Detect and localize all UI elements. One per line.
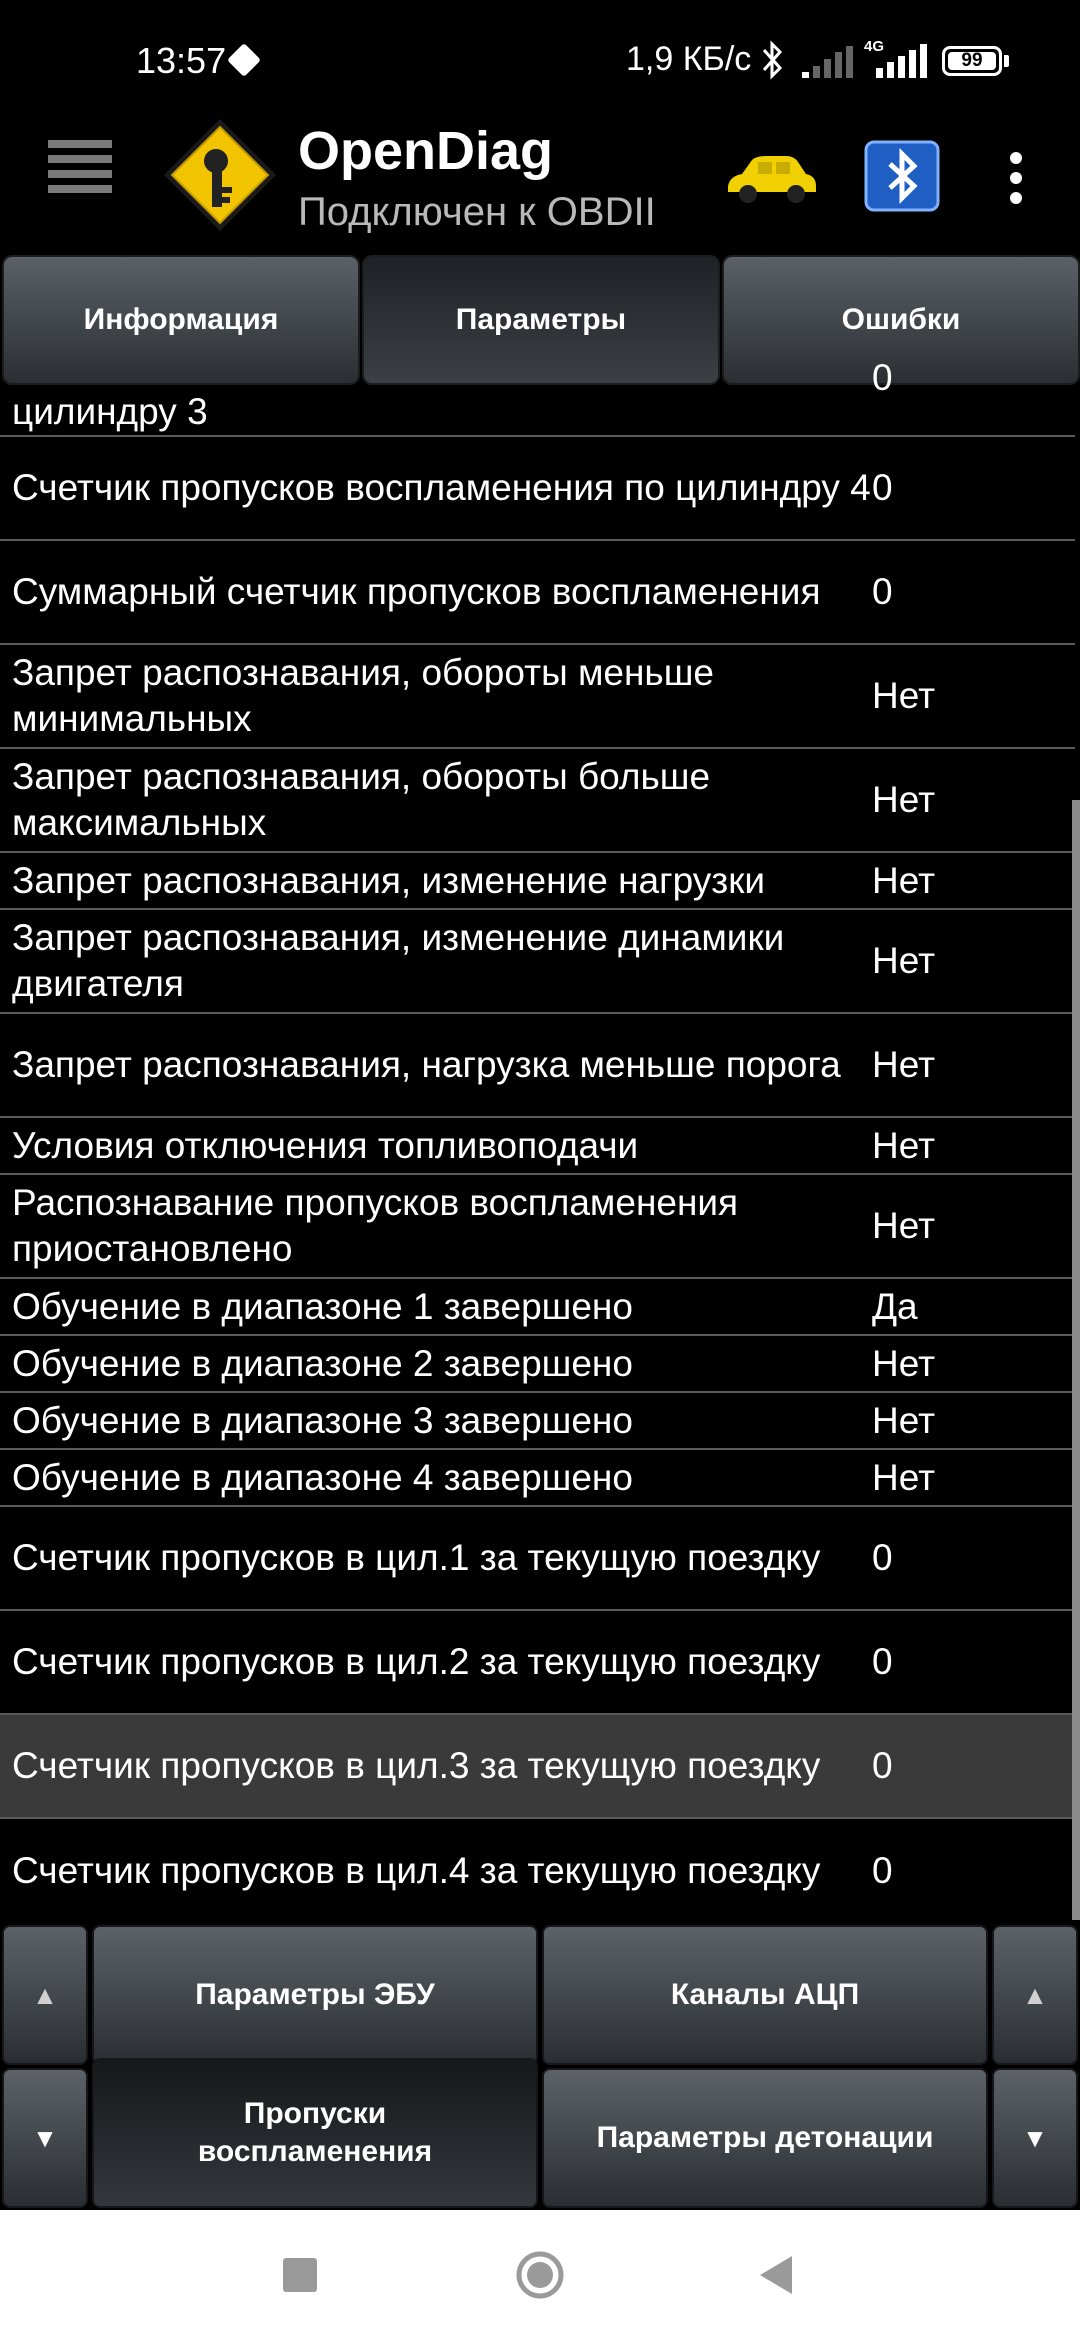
param-name: Запрет распознавания, изменение динамики двигателя [12, 917, 785, 1004]
param-name: Запрет распознавания, нагрузка меньше порога [12, 1044, 841, 1085]
network-type: 4G [864, 38, 885, 55]
up-arrow-icon: ▲ [32, 1980, 58, 2010]
list-item[interactable] [0, 853, 1075, 910]
tab-errors[interactable]: Ошибки [722, 255, 1080, 385]
battery-level: 99 [948, 52, 996, 70]
param-value: Нет [872, 859, 936, 901]
param-name: Обучение в диапазоне 4 завершено [12, 1456, 633, 1498]
list-item[interactable] [0, 1393, 1075, 1450]
param-value: Нет [872, 779, 936, 820]
param-name: Обучение в диапазоне 2 завершено [12, 1342, 633, 1384]
battery-tip [1004, 55, 1009, 67]
scroll-up-right-button[interactable] [992, 1925, 1078, 2065]
param-name: Запрет распознавания, обороты меньше минимальных [12, 652, 714, 739]
param-name: Условия отключения топливоподачи [12, 1124, 639, 1166]
param-value: 0 [872, 571, 893, 612]
overflow-menu-icon[interactable] [1010, 152, 1024, 204]
param-value: Нет [872, 1044, 936, 1085]
param-value: Нет [872, 1342, 936, 1384]
status-time: 13:57 [136, 40, 227, 81]
list-scrollbar[interactable] [1072, 800, 1080, 1920]
param-name: Счетчик пропусков воспламенения по цилиндру 4 [12, 467, 871, 508]
status-bar [0, 0, 1080, 125]
list-item[interactable] [0, 541, 1075, 645]
network-speed: 1,9 КБ/с [626, 40, 752, 78]
param-value: 0 [872, 1537, 893, 1578]
bluetooth-icon [760, 40, 784, 80]
list-item[interactable] [0, 1175, 1075, 1279]
tab-parameters[interactable]: Параметры [362, 255, 720, 385]
param-value: Нет [872, 675, 936, 716]
param-name: Счетчик пропусков в цил.3 за текущую поездку [12, 1745, 821, 1786]
param-name: Счетчик пропусков в цил.4 за текущую поездку [12, 1850, 821, 1891]
ecu-params-button[interactable]: Параметры ЭБУ [92, 1925, 538, 2065]
back-icon[interactable] [758, 2254, 794, 2296]
list-item[interactable] [0, 1507, 1075, 1611]
misfires-label: Пропуски воспламенения [197, 2097, 433, 2168]
list-item[interactable] [0, 437, 1075, 541]
list-item[interactable] [0, 645, 1075, 749]
param-value: Да [872, 1285, 918, 1327]
param-name: Суммарный счетчик пропусков воспламенения [12, 571, 821, 612]
app-title: OpenDiag [298, 121, 554, 181]
down-arrow-icon: ▼ [1022, 2123, 1048, 2153]
home-icon[interactable] [515, 2250, 565, 2300]
adc-channels-button[interactable]: Каналы АЦП [542, 1925, 988, 2065]
list-item[interactable] [0, 1336, 1075, 1393]
app-logo-key-icon [160, 115, 280, 235]
param-value: 0 [872, 1850, 893, 1891]
param-name: Счетчик пропусков в цил.1 за текущую поездку [12, 1537, 821, 1578]
recents-icon[interactable] [283, 2258, 317, 2292]
signal-strength-icon [800, 44, 856, 80]
param-value: 0 [872, 1745, 893, 1786]
param-name: Запрет распознавания, изменение нагрузки [12, 859, 766, 901]
scroll-down-right-button[interactable] [992, 2068, 1078, 2208]
connection-status: Подключен к OBDII [298, 190, 656, 234]
scroll-down-left-button[interactable] [2, 2068, 88, 2208]
list-item[interactable] [0, 910, 1075, 1014]
param-name: цилиндру 3 [12, 391, 208, 432]
parameters-list[interactable] [0, 357, 1075, 1920]
list-item[interactable] [0, 357, 1075, 437]
list-item[interactable] [0, 1611, 1075, 1715]
param-name: Счетчик пропусков в цил.2 за текущую поездку [12, 1641, 821, 1682]
signal-strength-icon-2 [866, 44, 928, 80]
battery-icon [942, 46, 1002, 76]
param-value: Нет [872, 940, 936, 981]
menu-icon[interactable] [48, 140, 112, 208]
param-name: Распознавание пропусков воспламенения приостановлено [12, 1182, 739, 1269]
tab-information[interactable]: Информация [2, 255, 360, 385]
down-arrow-icon: ▼ [32, 2123, 58, 2153]
param-value: Нет [872, 1456, 936, 1498]
param-name: Обучение в диапазоне 1 завершено [12, 1285, 633, 1327]
list-item[interactable] [0, 749, 1075, 853]
list-item-selected[interactable] [0, 1715, 1075, 1819]
param-value: Нет [872, 1205, 936, 1246]
knock-params-button[interactable]: Параметры детонации [542, 2068, 988, 2208]
param-value: Нет [872, 1399, 936, 1441]
list-item[interactable] [0, 1279, 1075, 1336]
notification-diamond-icon [227, 43, 261, 77]
param-name: Запрет распознавания, обороты больше максимальных [12, 756, 711, 843]
param-value: 0 [872, 1641, 893, 1682]
list-item[interactable] [0, 1819, 1075, 1923]
param-value: Нет [872, 1124, 936, 1166]
param-name: Обучение в диапазоне 3 завершено [12, 1399, 633, 1441]
up-arrow-icon: ▲ [1022, 1980, 1048, 2010]
car-icon[interactable] [722, 150, 818, 206]
param-value: 0 [872, 357, 893, 398]
list-item[interactable] [0, 1118, 1075, 1175]
misfires-button[interactable] [92, 2058, 538, 2208]
list-item[interactable] [0, 1014, 1075, 1118]
bluetooth-adapter-icon[interactable] [864, 140, 940, 212]
scroll-up-left-button[interactable] [2, 1925, 88, 2065]
list-item[interactable] [0, 1450, 1075, 1507]
param-value: 0 [872, 467, 893, 508]
